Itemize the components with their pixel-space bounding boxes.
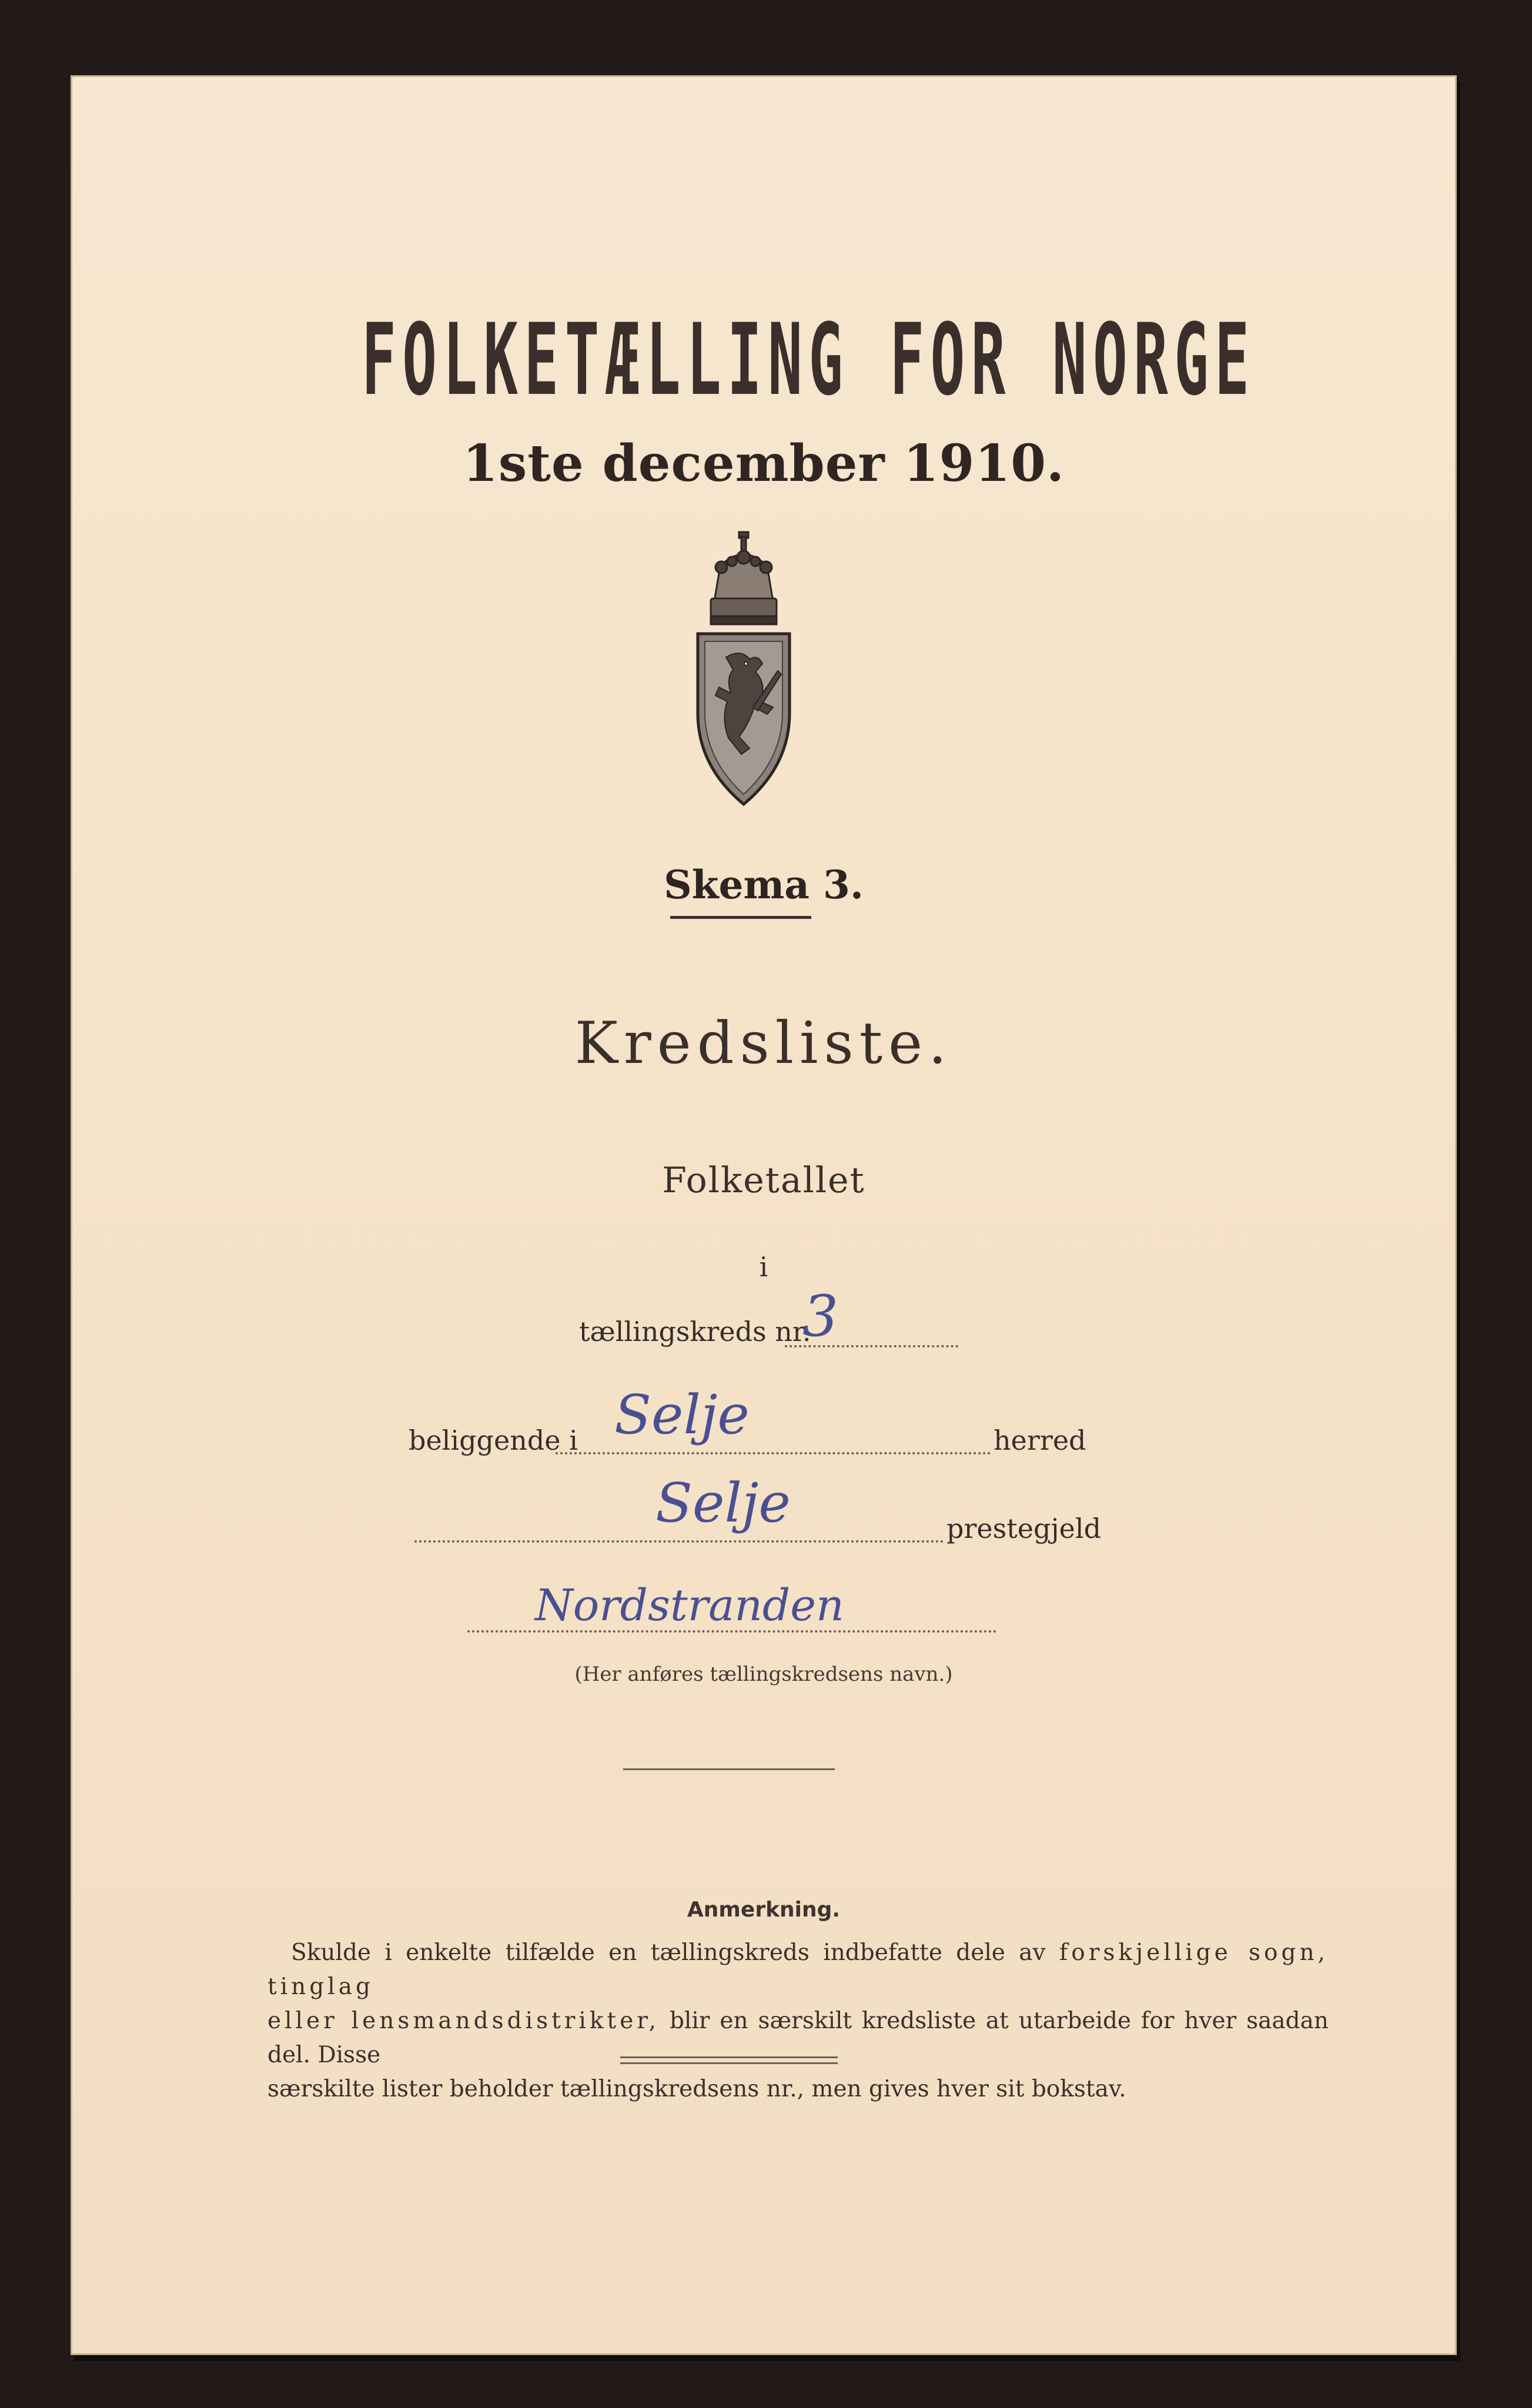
district-number-value: 3: [802, 1283, 839, 1349]
remark-heading: Anmerkning.: [687, 1898, 841, 1922]
remark-line-1b: forskjellige sogn, tinglag: [267, 1939, 1329, 2000]
remark-text: [267, 1936, 1329, 2106]
form-subtitle: Folketallet: [662, 1160, 865, 1201]
municipality-line: [556, 1452, 991, 1454]
norway-coat-of-arms-icon: [685, 531, 802, 807]
form-name: Kredsliste.: [574, 1010, 953, 1077]
remark-line-3: særskilte lister beholder tællingskredsens nr., men gives hver sit bokstav.: [267, 2076, 1126, 2102]
located-in-label: beliggende i: [409, 1424, 578, 1456]
municipality-suffix: herred: [994, 1424, 1086, 1456]
parish-value: Selje: [655, 1471, 791, 1534]
connector-word: i: [759, 1251, 768, 1283]
parish-suffix: prestegjeld: [946, 1513, 1102, 1544]
municipality-value: Selje: [614, 1383, 750, 1446]
remark-line-1a: Skulde i enkelte tilfælde en tællingskreds indbefatte dele av: [291, 1939, 1046, 1966]
district-name-hint: (Her anføres tællingskredsens navn.): [574, 1663, 953, 1686]
remark-line-2a: eller lensmandsdistrikter,: [267, 2008, 660, 2034]
bottom-divider-top: [620, 2056, 838, 2058]
parish-line: [414, 1540, 944, 1543]
schema-number: Skema 3.: [664, 862, 864, 908]
schema-underline: [670, 916, 811, 919]
census-form-page: [71, 75, 1457, 2355]
district-number-label: tællingskreds nr.: [579, 1316, 811, 1347]
district-name-value: Nordstranden: [535, 1580, 844, 1631]
census-date: 1ste december 1910.: [463, 434, 1065, 493]
remark-line-2b: blir en særskilt kredsliste at utarbeide for hver saadan del. Disse: [267, 2008, 1329, 2068]
section-divider: [623, 1768, 835, 1770]
bottom-divider-bottom: [620, 2062, 838, 2064]
form-title: FOLKETÆLLING FOR NORGE: [362, 302, 1256, 417]
